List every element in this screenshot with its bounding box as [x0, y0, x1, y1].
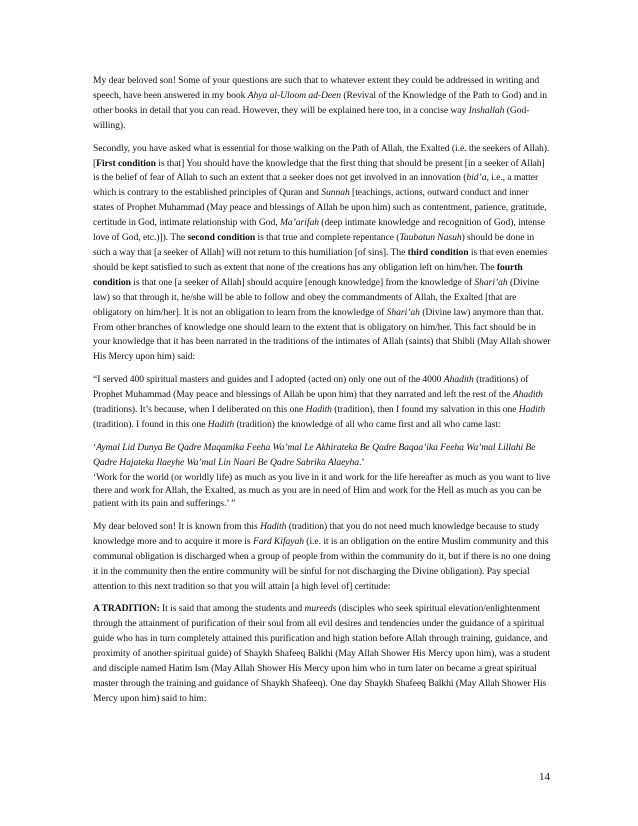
italic-term: Sunnah — [321, 187, 350, 199]
italic-term: Hadith — [207, 418, 235, 430]
italic-term: bid’a — [466, 172, 487, 184]
italic-term: Shari’ah — [386, 306, 420, 318]
italic-term: mureeds — [304, 603, 337, 615]
document-body — [93, 74, 551, 715]
italic-term: Ahadith — [443, 374, 474, 386]
bold-term: third condition — [407, 246, 469, 258]
paragraph: My dear beloved son! It is known from this Hadith (tradition) that you do not need much knowledge because to study knowledge more and to acquire it more is Fard Kifayah (i.e. it is an obligation on the entire Muslim community and this communal obligation is discharged when a group of people from within the community do it, but if there is no one doing it in the community then the entire community will be sinful for not discharging the Divine obligation). Pay special attention to this next tradition so that you will attain [a high level of] certitude: — [93, 520, 551, 592]
paragraph: My dear beloved son! Some of your questions are such that to whatever extent they could be addressed in writing and speech, have been answered in my book Ahya al-Uloom ad-Deen (Revival of the Knowledge of the Path to God) and in other books in detail that you can read. However, they will be explained here too, in a concise way Inshallah (God-willing). — [93, 75, 547, 131]
italic-term: Ahadith — [512, 389, 543, 401]
italic-term: Taubatun Nasuh — [399, 232, 462, 244]
italic-term: Hadith — [305, 404, 332, 416]
italic-term: Shari’ah — [474, 276, 508, 288]
bold-term: second condition — [187, 232, 256, 244]
translated-quote: ‘Work for the world (or worldly life) as much as you live in it and work for the life hereafter as much as you want to live there and work for Allah, the Exalted, as much as you are in need of Him and work for the Hell as much as you can be patient with its pain and sufferings.’ ” — [93, 471, 551, 510]
italic-term: Hadith — [518, 404, 546, 416]
italic-term: Aymal Lid Dunya Be Qadre Maqamika Feeha Wa’mal Le Akhirateka Be Qadre Baqaa’ika Feeha Wa’mal Lillahi Be Qadre Hajateka Ilaeyhe Wa’mal Lin Naari Be Qadre Sabrika Alaeyha — [93, 441, 536, 468]
italic-term: Fard Kifayah — [252, 535, 304, 547]
paragraph: Secondly, you have asked what is essential for those walking on the Path of Allah, the Exalted (i.e. the seekers of Allah). [First condition is that] You should have the knowledge that the first thing that should be present [in a seeker of Allah] is the belief of fear of Allah to such an extent that a seeker does not get involved in an innovation (bid’a, i.e., a matter which is contrary to the established principles of Quran and Sunnah [teachings, actions, outward conduct and inner states of Prophet Muhammad (May peace and blessings of Allah be upon him) such as contentment, patience, gratitude, certitude in God, intimate relationship with God, Ma’arifah (deep intimate knowledge and recognition of God), intense love of God, etc.)]). The second condition is that true and complete repentance (Taubatun Nasuh) should be done in such a way that [a seeker of Allah] will not return to this humiliation [of sins]. The third condition is that even enemies should be kept satisfied to such as extent that none of the creations has any obligation left on him/her. The fourth condition is that one [a seeker of Allah] should acquire [enough knowledge] from the knowledge of Shari’ah (Divine law) so that through it, he/she will be able to follow and obey the commandments of Allah, the Exalted [that are obligatory on him/her]. It is not an obligation to learn from the knowledge of Shari’ah (Divine law) anymore than that. From other branches of knowledge one should learn to the extent that is obligatory on him/her. This fact should be in your knowledge that it has been narrated in the traditions of the intimates of Allah (saints) that Shibli (May Allah shower His Mercy upon him) said: — [93, 142, 551, 363]
italic-term: Hadith — [260, 520, 287, 532]
paragraph: “I served 400 spiritual masters and guides and I adopted (acted on) only one out of the 4000 Ahadith (traditions) of Prophet Muhammad (May peace and blessings of Allah be upon him) that they narrated and left the rest of the Ahadith (traditions). It’s because, when I deliberated on this one Hadith (tradition), then I found my salvation in this one Hadith (tradition). I found in this one Hadith (tradition) the knowledge of all who came first and all who came last: — [93, 374, 546, 430]
italic-term: Ahya al-Uloom ad-Deen — [247, 89, 342, 101]
transliterated-quote: ‘Aymal Lid Dunya Be Qadre Maqamika Feeha Wa’mal Le Akhirateka Be Qadre Baqaa’ika Feeha Wa’mal Lillahi Be Qadre Hajateka Ilaeyhe Wa’mal Lin Naari Be Qadre Sabrika Alaeyha.’ — [93, 441, 536, 468]
bold-term: First condition — [96, 157, 156, 169]
bold-term: A TRADITION: — [93, 603, 160, 615]
paragraph: A TRADITION: It is said that among the students and mureeds (disciples who seek spiritual elevation/enlightenment through the attainment of purification of their soul from all evil desires and tendencies under the guidance of a spiritual guide who has in turn completely attained this purification and high station before Allah through training, guidance, and proximity of another spiritual guide) of Shaykh Shafeeq Balkhi (May Allah Shower His Mercy upon him), was a student and disciple named Hatim Ism (May Allah Shower His Mercy upon him who in turn later on became a great spiritual master through the training and guidance of Shaykh Shafeeq). One day Shaykh Shafeeq Balkhi (May Allah Shower His Mercy upon him) said to him: — [93, 603, 551, 704]
italic-term: Inshallah — [468, 104, 505, 116]
page-number: 14 — [539, 771, 550, 783]
italic-term: Ma’arifah — [279, 217, 319, 229]
bold-term: fourth condition — [93, 261, 523, 288]
